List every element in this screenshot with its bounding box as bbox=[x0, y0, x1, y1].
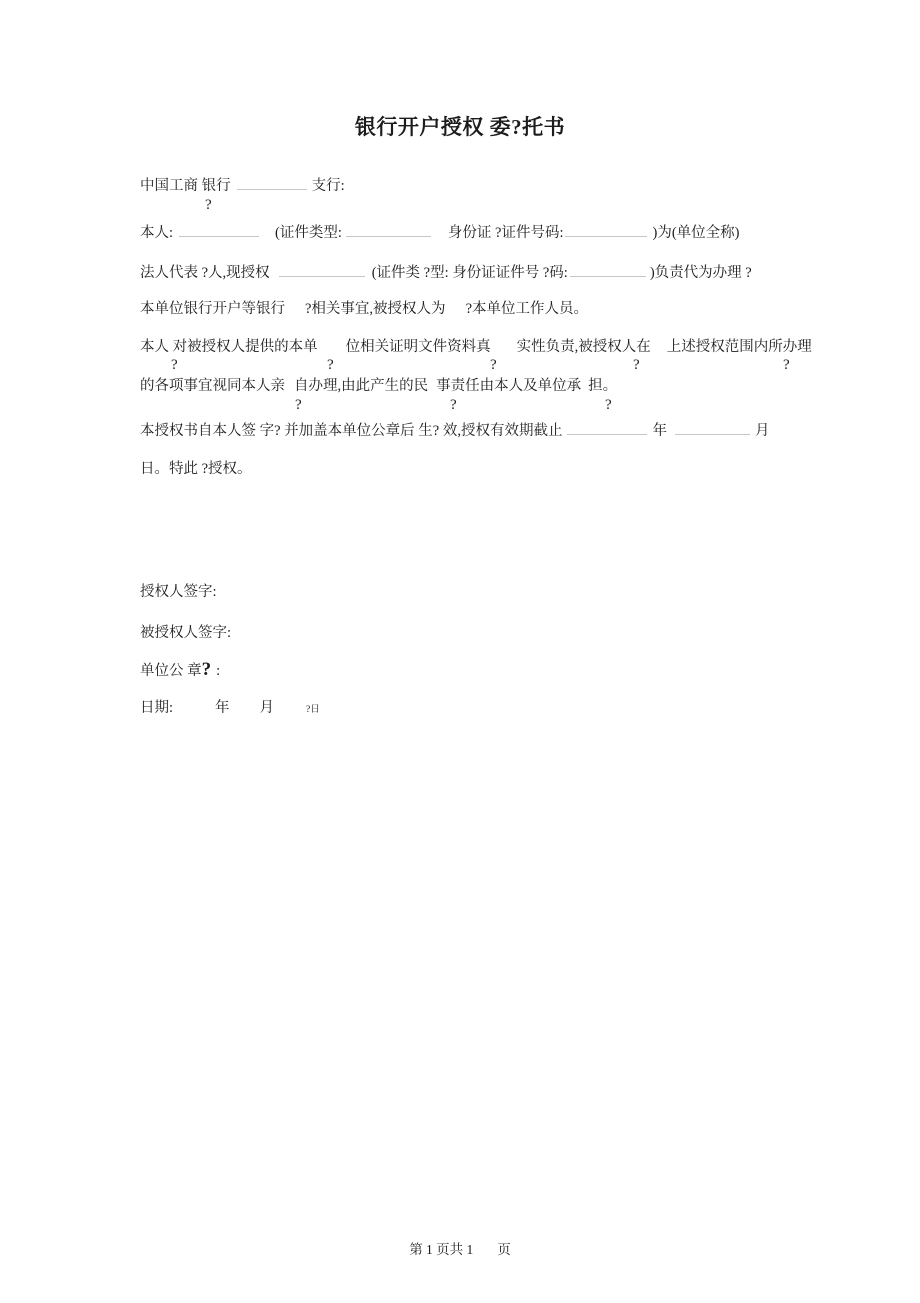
blank-authorized-id-number bbox=[570, 263, 646, 277]
text-closing: 日。特此 ?授权。 bbox=[140, 461, 252, 477]
stray-question-mark: ? bbox=[633, 357, 640, 373]
line-validity bbox=[140, 421, 770, 440]
text-seal-colon: : bbox=[216, 663, 221, 679]
text-date-label: 日期: bbox=[140, 700, 174, 716]
line-authorizer-signature bbox=[140, 584, 217, 601]
text-page-number: 第 1 页共 1 bbox=[409, 1242, 474, 1257]
text-company-seal-label: 单位公 章 bbox=[140, 663, 202, 679]
line-closing bbox=[140, 461, 252, 478]
text-resp-7: 事责任由本人及单位承 bbox=[436, 378, 582, 394]
text-handle-on-behalf: )负责代为办理 ? bbox=[649, 265, 752, 281]
text-resp-4: 上述授权范围内所办理 bbox=[666, 339, 812, 355]
text-validity: 本授权书自本人签 字? 并加盖本单位公章后 生? 效,授权有效期截止 bbox=[140, 423, 563, 439]
text-resp-2: 位相关证明文件资料真 bbox=[345, 339, 491, 355]
text-resp-6: 自办理,由此产生的民 bbox=[294, 378, 429, 394]
line-date bbox=[140, 700, 320, 719]
document-title: 银行开户授权 委?托书 bbox=[354, 115, 566, 139]
blank-expiry-year bbox=[567, 421, 647, 435]
stray-question-mark: ? bbox=[783, 357, 790, 373]
text-legal-rep: 法人代表 ?人,现授权 bbox=[140, 265, 270, 281]
text-authorizer-signature-label: 授权人签字: bbox=[140, 584, 217, 600]
text-branch-label: 支行: bbox=[311, 178, 345, 194]
blank-id-number bbox=[565, 223, 647, 237]
text-scope-2: ?相关事宜,被授权人为 bbox=[305, 301, 446, 317]
text-company-fullname-label: )为(单位全称) bbox=[652, 225, 740, 241]
line-responsibility-2 bbox=[140, 378, 617, 395]
text-page-word: 页 bbox=[497, 1242, 511, 1257]
line-principal-identity bbox=[140, 223, 739, 242]
text-authorized-id-labels: (证件类 ?型: 身份证证件号 ?码: bbox=[371, 265, 568, 281]
line-legal-representative bbox=[140, 263, 752, 282]
text-principal-label: 本人: bbox=[140, 225, 174, 241]
text-date-day: ?日 bbox=[306, 705, 320, 715]
stray-question-mark: ? bbox=[201, 659, 212, 680]
text-date-year: 年 bbox=[215, 700, 230, 716]
line-company-seal bbox=[140, 661, 220, 680]
stray-question-mark: ? bbox=[171, 357, 178, 373]
stray-question-mark: ? bbox=[490, 357, 497, 373]
text-resp-8: 担。 bbox=[588, 378, 618, 394]
blank-expiry-month bbox=[675, 421, 750, 435]
stray-question-mark: ? bbox=[450, 397, 457, 413]
line-bank-branch bbox=[140, 176, 345, 195]
stray-question-mark: ? bbox=[605, 397, 612, 413]
text-resp-5: 的各项事宜视同本人亲 bbox=[140, 378, 285, 394]
text-date-month: 月 bbox=[259, 700, 275, 716]
text-bank-name: 中国工商 银行 bbox=[140, 178, 231, 194]
text-id-type-label: (证件类型: bbox=[275, 225, 342, 241]
stray-question-mark: ? bbox=[295, 397, 302, 413]
text-scope-1: 本单位银行开户等银行 bbox=[140, 301, 285, 317]
line-authorized-signature bbox=[140, 625, 231, 642]
text-year-label: 年 bbox=[652, 423, 667, 439]
blank-id-type bbox=[346, 223, 431, 237]
blank-principal-name bbox=[179, 223, 259, 237]
text-resp-1: 本人 对被授权人提供的本单 bbox=[140, 339, 318, 355]
text-scope-3: ?本单位工作人员。 bbox=[465, 301, 588, 317]
blank-authorized-name bbox=[279, 263, 365, 277]
text-month-label: 月 bbox=[755, 423, 770, 439]
text-resp-3: 实性负责,被授权人在 bbox=[516, 339, 651, 355]
blank-branch-name bbox=[237, 176, 307, 190]
line-authorization-scope bbox=[140, 301, 588, 318]
stray-question-mark: ? bbox=[327, 357, 334, 373]
text-authorized-signature-label: 被授权人签字: bbox=[140, 625, 232, 641]
line-responsibility-1 bbox=[140, 339, 812, 356]
page-footer bbox=[0, 1238, 920, 1258]
text-id-number-label: 身份证 ?证件号码: bbox=[447, 225, 564, 241]
stray-question-mark: ? bbox=[205, 197, 212, 213]
